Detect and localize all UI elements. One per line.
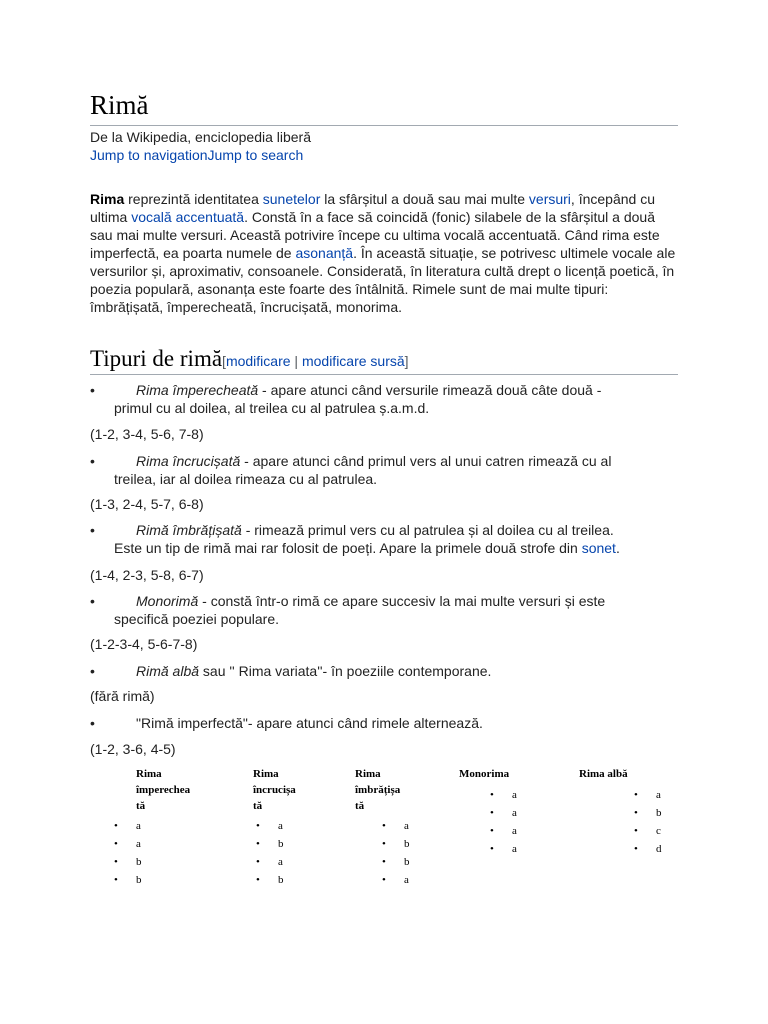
- rhyme-letter: a: [512, 843, 517, 855]
- bullet: •: [90, 522, 95, 538]
- bullet: •: [114, 856, 118, 868]
- column-header-line: încrucișa: [253, 784, 296, 796]
- bullet: •: [490, 789, 494, 801]
- bullet: •: [382, 874, 386, 886]
- rhyme-type-desc: - rimează primul vers cu al patrulea și al doilea cu al treilea.: [241, 522, 614, 538]
- table-cell: [490, 786, 517, 804]
- column-header-line: tă: [355, 800, 365, 812]
- edit-bracket-close: ]: [404, 353, 409, 369]
- rhyme-letter: b: [656, 807, 662, 819]
- table-cell: [634, 840, 662, 858]
- jump-links: [90, 146, 303, 164]
- rhyme-letter: b: [404, 856, 410, 868]
- column-items: [256, 817, 284, 889]
- rhyme-type-desc-cont: [90, 539, 690, 557]
- rhyme-type-desc: - apare atunci când primul vers al unui catren rimează cu al: [240, 453, 612, 469]
- table-cell: [382, 871, 410, 889]
- column-header: [136, 766, 190, 814]
- list-item: [90, 521, 690, 557]
- rhyme-letter: d: [656, 843, 662, 855]
- bullet: •: [490, 807, 494, 819]
- rhyme-letter: b: [404, 838, 410, 850]
- rhyme-type-desc-cont: treilea, iar al doilea rimeaza cu al patrulea.: [114, 471, 378, 487]
- intro-paragraph: [90, 190, 680, 316]
- rhyme-type-desc: sau '' Rima variata''- în poeziile contemporane.: [199, 663, 492, 679]
- bullet: •: [382, 820, 386, 832]
- rhyme-type-desc: - constă într-o rimă ce apare succesiv la mai multe versuri și este: [198, 593, 606, 609]
- bullet: •: [256, 856, 260, 868]
- bullet: •: [90, 715, 95, 731]
- edit-separator: |: [290, 353, 302, 369]
- rhyme-letter: b: [278, 874, 284, 886]
- column-header-line: împerechea: [136, 784, 191, 796]
- rhyme-type-desc: "Rimă imperfectă"- apare atunci când rimele alternează.: [136, 715, 483, 731]
- table-column-imbratisata: [355, 766, 400, 814]
- list-item: [90, 381, 690, 417]
- edit-source-link[interactable]: modificare sursă: [301, 353, 405, 369]
- table-cell: [256, 853, 284, 871]
- list-item: [90, 714, 690, 732]
- section-heading: [90, 344, 409, 376]
- bullet: •: [256, 838, 260, 850]
- rhyme-letter: b: [136, 874, 142, 886]
- column-items: [634, 786, 662, 858]
- rhyme-type-desc-cont: specifică poeziei populare.: [114, 611, 279, 627]
- table-column-imperecheata: [136, 766, 190, 814]
- table-cell: [114, 871, 142, 889]
- column-header-line: Monorima: [459, 768, 510, 780]
- table-column-monorima: [459, 766, 509, 782]
- column-header-line: Rima: [253, 768, 279, 780]
- list-item: [90, 662, 690, 680]
- rhyme-type-desc-text: Este un tip de rimă mai rar folosit de poeți. Apare la primele două strofe din: [114, 540, 582, 556]
- link-vocala-accentuata[interactable]: vocală accentuată: [131, 209, 245, 225]
- rhyme-pattern: (fără rimă): [90, 688, 155, 704]
- bullet: •: [490, 825, 494, 837]
- column-header-line: Rima: [355, 768, 381, 780]
- table-cell: [490, 840, 517, 858]
- link-sonet[interactable]: sonet: [581, 540, 616, 556]
- section-title: Tipuri de rimă: [90, 346, 223, 371]
- link-versuri[interactable]: versuri: [528, 191, 571, 207]
- bullet: •: [634, 843, 638, 855]
- page-title: Rimă: [90, 90, 149, 120]
- intro-text: reprezintă identitatea: [124, 191, 263, 207]
- table-cell: [114, 835, 142, 853]
- column-header: [579, 766, 628, 782]
- bullet: •: [634, 789, 638, 801]
- rhyme-type-name: Rimă îmbrățișată: [136, 522, 242, 538]
- table-cell: [114, 817, 142, 835]
- table-cell: [256, 835, 284, 853]
- rhyme-type-name: Rima încrucișată: [136, 453, 241, 469]
- jump-to-search-link[interactable]: Jump to search: [207, 147, 304, 163]
- rhyme-letter: a: [136, 838, 141, 850]
- column-header-line: îmbrățișa: [355, 784, 401, 796]
- rhyme-letter: c: [656, 825, 661, 837]
- edit-link[interactable]: modificare: [225, 353, 291, 369]
- column-header-line: Rima albă: [579, 768, 628, 780]
- link-asonanta[interactable]: asonanță: [295, 245, 354, 261]
- rhyme-pattern: (1-2, 3-6, 4-5): [90, 741, 176, 757]
- bullet: •: [90, 453, 95, 469]
- bullet: •: [382, 856, 386, 868]
- rhyme-letter: a: [512, 789, 517, 801]
- rhyme-type-name: Rima împerecheată: [136, 382, 259, 398]
- column-header: [459, 766, 509, 782]
- intro-bold-term: Rima: [90, 191, 125, 207]
- rhyme-letter: a: [278, 820, 283, 832]
- edit-bracket-open: [: [222, 353, 226, 369]
- column-header-line: tă: [136, 800, 146, 812]
- rhyme-letter: b: [278, 838, 284, 850]
- rhyme-type-desc-cont: primul cu al doilea, al treilea cu al patrulea ș.a.m.d.: [114, 400, 430, 416]
- bullet: •: [114, 820, 118, 832]
- rhyme-pattern: (1-2-3-4, 5-6-7-8): [90, 636, 198, 652]
- link-sunetelor[interactable]: sunetelor: [262, 191, 321, 207]
- table-column-incrucisata: [253, 766, 296, 814]
- rhyme-letter: a: [656, 789, 661, 801]
- bullet: •: [90, 382, 95, 398]
- column-header: [355, 766, 400, 814]
- rhyme-type-name: Rimă albă: [136, 663, 200, 679]
- column-header: [253, 766, 296, 814]
- bullet: •: [634, 807, 638, 819]
- column-header-line: Rima: [136, 768, 162, 780]
- rhyme-letter: a: [136, 820, 141, 832]
- rhyme-type-desc-end: .: [615, 540, 620, 556]
- table-cell: [382, 817, 410, 835]
- table-cell: [634, 822, 662, 840]
- column-header-line: tă: [253, 800, 263, 812]
- rhyme-type-name: Monorimă: [136, 593, 199, 609]
- rhyme-letter: a: [278, 856, 283, 868]
- rhyme-pattern: (1-2, 3-4, 5-6, 7-8): [90, 426, 204, 442]
- jump-to-navigation-link[interactable]: Jump to navigation: [90, 147, 208, 163]
- intro-text: . Constă în a face să coincidă (fonic) silabele de la sfârșitul a două sau mai multe versuri. Această potrivire începe cu ultima vocală accentuată. Când rima este imperfectă, ea poarta numele de: [90, 209, 660, 261]
- intro-text: , începând cu ultima: [90, 191, 655, 225]
- bullet: •: [490, 843, 494, 855]
- rhyme-pattern: (1-3, 2-4, 5-7, 6-8): [90, 496, 204, 512]
- intro-text: . În această situație, se potrivesc ultimele vocale ale versurilor și, aproximativ, consoanele. Considerată, în literatura cultă drept o licență poetică, în poezia populară, asonanța este foarte des întâlnită. Rimele sunt de mai multe tipuri: îmbrățișată, împerecheată, încrucișată, monorima.: [90, 245, 676, 315]
- table-cell: [634, 804, 662, 822]
- table-cell: [382, 853, 410, 871]
- column-items: [114, 817, 142, 889]
- table-cell: [256, 817, 284, 835]
- rhyme-letter: a: [512, 807, 517, 819]
- table-cell: [256, 871, 284, 889]
- rhyme-type-desc: - apare atunci când versurile rimează două câte două -: [258, 382, 602, 398]
- rhyme-pattern: (1-4, 2-3, 5-8, 6-7): [90, 567, 204, 583]
- rhyme-letter: a: [512, 825, 517, 837]
- table-cell: [382, 835, 410, 853]
- section-divider: [90, 374, 678, 375]
- bullet: •: [634, 825, 638, 837]
- intro-text: la sfârșitul a două sau mai multe: [320, 191, 529, 207]
- site-subtitle: De la Wikipedia, enciclopedia liberă: [90, 129, 312, 145]
- table-cell: [114, 853, 142, 871]
- bullet: •: [114, 838, 118, 850]
- rhyme-letter: b: [136, 856, 142, 868]
- list-item: [90, 452, 690, 488]
- table-cell: [490, 804, 517, 822]
- bullet: •: [114, 874, 118, 886]
- table-cell: [490, 822, 517, 840]
- rhyme-letter: a: [404, 820, 409, 832]
- bullet: •: [382, 838, 386, 850]
- bullet: •: [90, 663, 95, 679]
- list-item: [90, 592, 690, 628]
- column-items: [382, 817, 410, 889]
- title-divider: [90, 125, 678, 126]
- table-column-rima-alba: [579, 766, 628, 782]
- table-cell: [634, 786, 662, 804]
- bullet: •: [256, 820, 260, 832]
- rhyme-letter: a: [404, 874, 409, 886]
- column-items: [490, 786, 517, 858]
- bullet: •: [90, 593, 95, 609]
- bullet: •: [256, 874, 260, 886]
